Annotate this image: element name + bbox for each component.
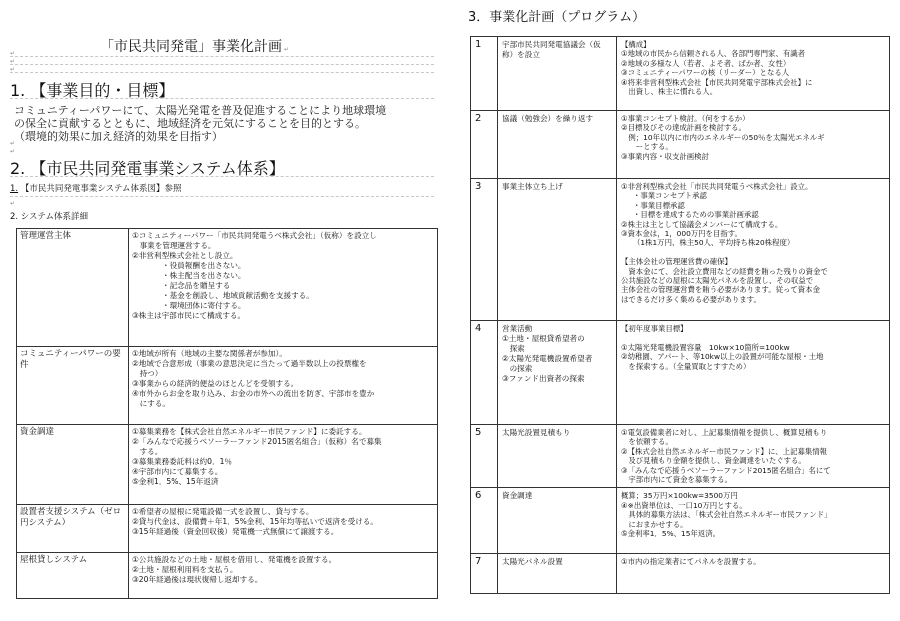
row-value: ①公共施設などの土地・屋根を借用し、発電機を設置する。 ②土地・屋根利用料を支払う。 ③20年経過後は現状復帰し返却する。: [129, 553, 438, 599]
dashed-divider: [10, 98, 434, 99]
dashed-divider: [10, 64, 434, 65]
step-label: 太陽光パネル設置: [498, 554, 617, 594]
row-value: ①コミュニティーパワー「市民共同発電うべ株式会社」（仮称）を設立し 事業を管理運営する。 ②非営利型株式会社とし設立。 ・役員報酬を出さない。 ・株主配当を出さない。 ・記念品を贈呈する ・基金を創設し、地域貢献活動を支援する。 ・環境団体に寄付する。 ③株主は宇部市民にて構成する。: [129, 229, 438, 347]
step-number: 1: [471, 37, 498, 111]
system-detail-heading: 2. システム体系詳細: [10, 212, 88, 222]
table-row: [17, 347, 438, 425]
table-row: [471, 321, 890, 425]
step-detail: 【初年度事業目標】 ①太陽光発電機設置容量 10kw×10箇所=100kw ②幼稚園、アパート、等10kw以上の設置が可能な屋根・土地 を探索する。（全量買取とすすため）: [617, 321, 890, 425]
table-row: [471, 111, 890, 179]
row-key: 資金調達: [17, 425, 129, 505]
step-number: 4: [471, 321, 498, 425]
right-document-page: [452, 0, 898, 621]
dashed-divider: [10, 72, 434, 73]
step-number: 6: [471, 488, 498, 554]
step-label: 太陽光設置見積もり: [498, 425, 617, 488]
step-detail: ①市内の指定業者にてパネルを設置する。: [617, 554, 890, 594]
purpose-text-line: コミュニティーパワーにて、太陽光発電を普及促進することにより地球環境: [14, 104, 387, 117]
dashed-divider: [10, 176, 434, 177]
step-label: 営業活動 ①土地・屋根貸希望者の 探索 ②太陽光発電機設置希望者 の探索 ③ファンド出資者の探索: [498, 321, 617, 425]
section-heading-system: 2. 【市民共同発電事業システム体系】: [10, 159, 285, 178]
paragraph-mark-icon: ↵: [284, 46, 290, 53]
table-row: [471, 488, 890, 554]
purpose-text-line: の保全に貢献するとともに、地域経済を元気にすることを目的とする。: [14, 117, 366, 130]
step-label: 宇部市民共同発電協議会（仮称）を設立: [498, 37, 617, 111]
step-label: 協議（勉強会）を繰り返す: [498, 111, 617, 179]
paragraph-marks: ↵ ↵: [10, 140, 16, 155]
document-title: 「市民共同発電」事業化計画 ↵: [100, 39, 290, 55]
table-row: [471, 37, 890, 111]
step-detail: 【構成】 ①地域の市民から信頼される人、各部門専門家、有識者 ②地域の多様な人（若者、よそ者、ばか者、女性） ③コミュニティーパワーの核（リーダー）となる人 ④将来非営利型株式会社【市民共同発電宇部株式会社】に 出資し、株主に慣れる人。: [617, 37, 890, 111]
program-title: 3．事業化計画（プログラム）: [468, 10, 646, 25]
paragraph-marks: ↵: [10, 200, 16, 207]
program-table: [470, 36, 890, 594]
step-label: 事業主体立ち上げ: [498, 179, 617, 321]
left-document-page: [0, 30, 440, 615]
paragraph-marks: ↵ ↵ ↵: [10, 50, 16, 73]
row-value: ①希望者の屋根に発電設備一式を設置し、貸与する。 ②貸与代金は、設備費＋年1．5%金利、15年均等払いで返済を受ける。 ③15年経過後（資金回収後）発電機一式無償にて譲渡する。: [129, 505, 438, 553]
row-value: ①募集業務を【株式会社自然エネルギー市民ファンド】に委託する。 ②「みんなで応援うべソーラーファンド2015匿名組合」（仮称）名で募集 する。 ③募集業務委託料は約0．1％ ④宇部市内にて募集する。 ⑤金利1．5%、15年返済: [129, 425, 438, 505]
step-number: 3: [471, 179, 498, 321]
table-row: [471, 425, 890, 488]
step-number: 7: [471, 554, 498, 594]
row-key: コミュニティーパワーの要件: [17, 347, 129, 425]
table-row: [17, 553, 438, 599]
table-row: [17, 505, 438, 553]
step-detail: 概算；35万円×100kw=3500万円 ④※出資単位は、一口10万円とする。 具体的募集方法は、「株式会社自然エネルギー市民ファンド」 におまかせする。 ⑤金利率1．5%、15年返済。: [617, 488, 890, 554]
table-row: [471, 179, 890, 321]
system-detail-table: [16, 228, 438, 599]
row-key: 屋根貸しシステム: [17, 553, 129, 599]
section-heading-purpose: 1. 【事業目的・目標】: [10, 81, 175, 100]
table-row: [471, 554, 890, 594]
dashed-divider: [10, 196, 434, 197]
step-detail: ①非営利型株式会社「市民共同発電うべ株式会社」設立。 ・事業コンセプト承認 ・事業目標承認 ・目標を達成するための事業計画承認 ②株主は主として協議会メンバーにて構成する。 ③資本金は，1，000万円を目指す。 （1株1万円、株主50人、平均持ち株20株程度） 【主体会社の管理運営費の確保】 資本金にて、会社設立費用などの経費を賄った残りの資金で 公共施設などの屋根に太陽光パネルを設置し、その収益で 主体会社の管理運営費を賄う必要があります。従って資本金 はできるだけ多く集める必要があります。: [617, 179, 890, 321]
row-key: 設置者支援システム（ゼロ円システム）: [17, 505, 129, 553]
table-row: [17, 425, 438, 505]
row-key: 管理運営主体: [17, 229, 129, 347]
purpose-text-line: （環境的効果に加え経済的効果を目指す）: [14, 130, 223, 143]
step-number: 2: [471, 111, 498, 179]
dashed-divider: [10, 56, 434, 57]
step-detail: ①電気設備業者に対し、上記募集情報を提供し、概算見積もり を依頼する。 ②【株式会社自然エネルギー市民ファンド】に、上記募集情報 及び見積もり金額を提供し、資金調達をいたぐする。 ③「みんなで応援うべソーラーファンド2015匿名組合」名にて 宇部市内にて資金を募集する。: [617, 425, 890, 488]
step-detail: ①事業コンセプト検討。（何をするか） ②目標及びその達成計画を検討する。 例；10年以内に市内のエネルギーの50％を太陽光エネルギ ーとする。 ③事業内容・収支計画検討: [617, 111, 890, 179]
step-number: 5: [471, 425, 498, 488]
row-value: ①地域が所有（地域の主要な関係者が参加）。 ②地域で合意形成（事業の意思決定に当たって過半数以上の投票権を 持つ） ③事業からの経済的便益のほとんどを受領する。 ④市外からお金を取り込み、お金の市外への流出を防ぎ、宇部市を豊か にする。: [129, 347, 438, 425]
table-row: [17, 229, 438, 347]
system-diagram-reference: 1. 【市民共同発電事業システム体系図】参照: [10, 184, 182, 194]
step-label: 資金調達: [498, 488, 617, 554]
